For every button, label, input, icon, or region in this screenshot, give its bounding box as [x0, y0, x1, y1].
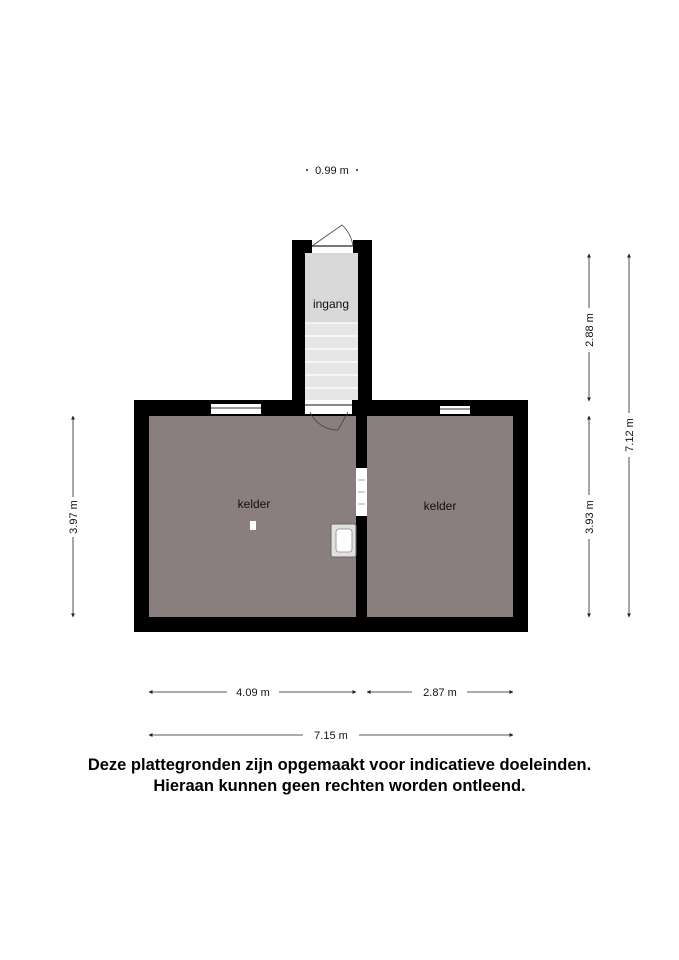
dimension-top-width: [306, 165, 358, 177]
disclaimer-line-1: Deze plattegronden zijn opgemaakt voor indicatieve doeleinden.: [87, 756, 592, 774]
dimension-right-upper-label: 2.88 m: [584, 313, 596, 347]
disclaimer-line-2: Hieraan kunnen geen rechten worden ontleend.: [153, 777, 526, 795]
room-label-kelder-left: kelder: [237, 497, 271, 511]
dimension-bottom-total-label: 7.15 m: [314, 730, 348, 742]
dimension-right-upper: [584, 254, 596, 401]
dimension-bottom-left-label: 4.09 m: [236, 687, 270, 699]
dimension-top-width-label: 0.99 m: [315, 165, 349, 177]
dimension-bottom-left: [149, 687, 356, 699]
room-floor-kelder-right: [367, 416, 513, 617]
dimension-bottom-right-label: 2.87 m: [423, 687, 457, 699]
dimension-left-height-label: 3.97 m: [68, 500, 80, 534]
floor-drain-icon: [250, 521, 256, 530]
stair-door-opening: [305, 400, 352, 414]
dimension-bottom-right: [367, 687, 513, 699]
dimension-left-height: [68, 416, 80, 617]
dimension-right-total-label: 7.12 m: [624, 418, 636, 452]
entrance-stair-block: [292, 225, 372, 415]
dimension-right-lower-label: 3.93 m: [584, 500, 596, 534]
dimension-right-lower: [584, 416, 596, 617]
room-floor-kelder-left: [149, 416, 356, 617]
dimension-right-total: [624, 254, 636, 617]
room-label-kelder-right: kelder: [423, 499, 457, 513]
basement-block: [134, 400, 528, 632]
room-label-entrance: ingang: [312, 297, 350, 311]
dimension-bottom-total: [149, 730, 513, 742]
entrance-landing: [305, 253, 358, 323]
